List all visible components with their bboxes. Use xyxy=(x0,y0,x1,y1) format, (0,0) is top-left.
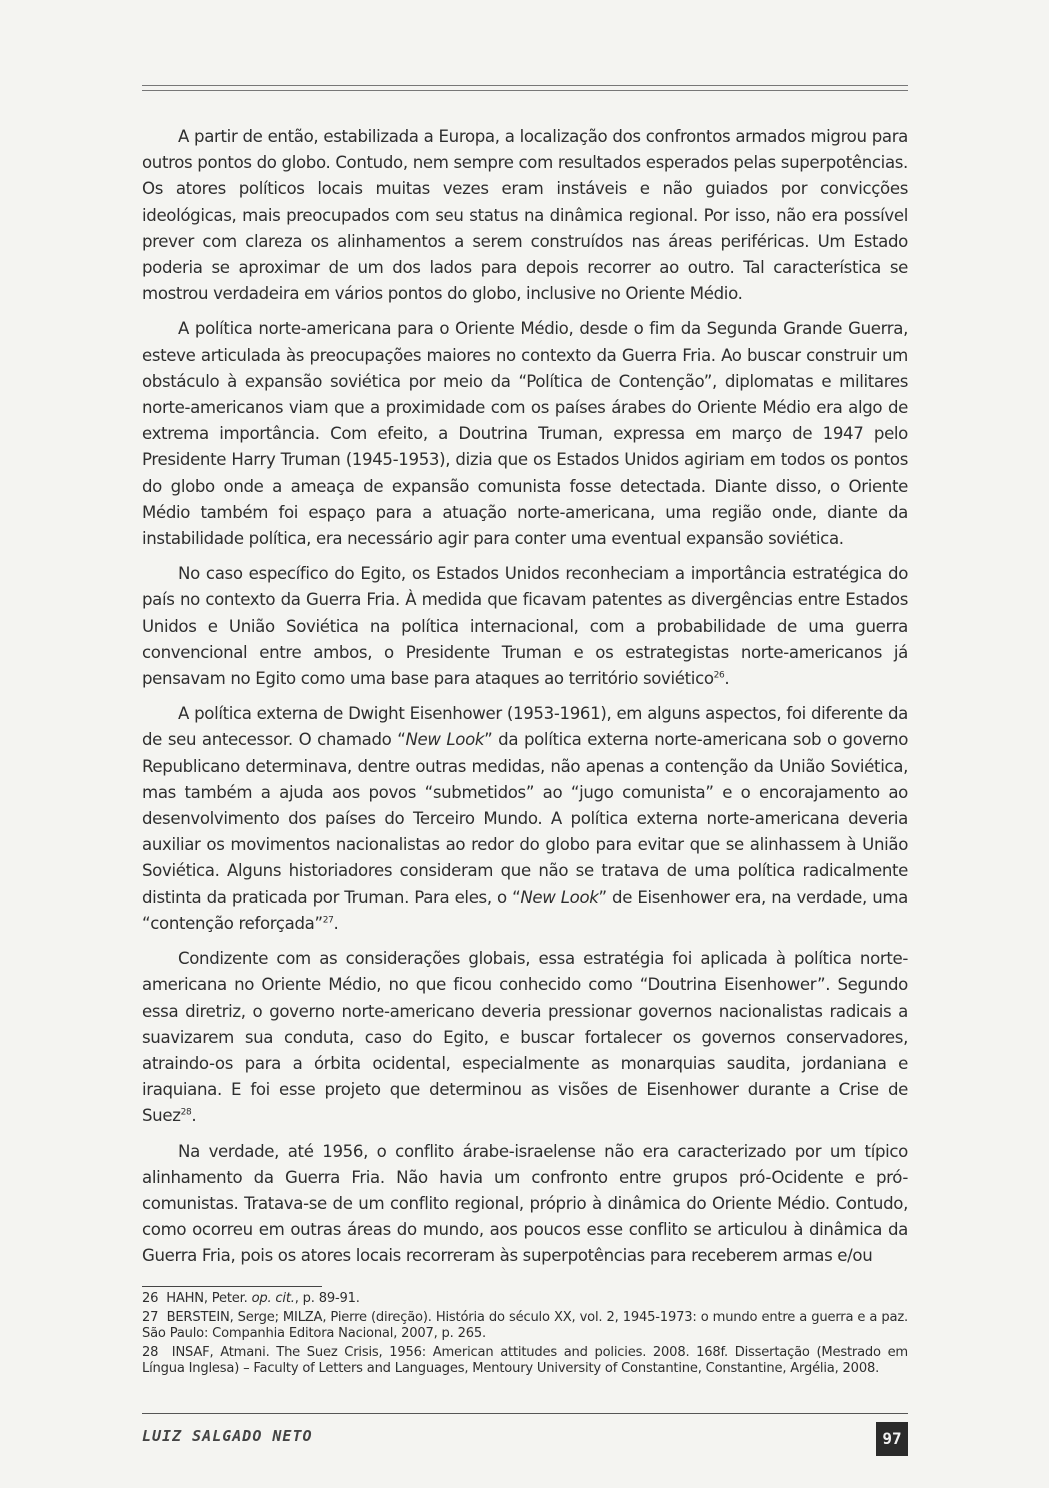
paragraph-5-text: Condizente com as considerações globais, essa estratégia foi aplicada à política norte-americana no Oriente Médio, no que ficou conhecido como “Doutrina Eisenhower”. Segundo essa diretriz, o governo norte-americano deveria pressionar governos nacionalistas radicais a suavizarem sua conduta, caso do Egito, e buscar fortalecer os governos conservadores, atraindo-os para a órbita ocidental, especialmente as monarquias saudita, jordaniana e iraquiana. E foi esse projeto que determinou as visões de Eisenhower durante a Crise de Suez xyxy=(142,949,908,1126)
footnote-ref-27[interactable]: 27 xyxy=(322,915,334,926)
paragraph-1: A partir de então, estabilizada a Europa, a localização dos confrontos armados migrou para outros pontos do globo. Contudo, nem sempre com resultados esperados pelas superpotências. Os atores políticos locais muitas vezes eram instáveis e não guiados por convicções ideológicas, mais preocupados com seu status na dinâmica regional. Por isso, não era possível prever com clareza os alinhamentos a serem construídos nas áreas periféricas. Um Estado poderia se aproximar de um dos lados para depois recorrer ao outro. Tal característica se mostrou verdadeira em vários pontos do globo, inclusive no Oriente Médio. xyxy=(142,127,908,304)
new-look-term: New Look xyxy=(520,887,599,907)
footnote-text: BERSTEIN, Serge; MILZA, Pierre (direção). História do século XX, vol. 2, 1945-1973: o mundo entre a guerra e a paz. São Paulo: Companhia Editora Nacional, 2007, p. 265. xyxy=(142,1310,908,1341)
new-look-term: New Look xyxy=(405,730,485,750)
body-text xyxy=(142,124,908,1279)
paragraph-5-end: . xyxy=(191,1106,197,1126)
paragraph-3 xyxy=(142,561,908,692)
footer-rule xyxy=(142,1413,908,1414)
paragraph-4-part-3: ” de Eisenhower era, na verdade, uma “contenção reforçada” xyxy=(142,887,908,933)
header-double-rule xyxy=(142,85,908,91)
paragraph-4-part-1: A política externa de Dwight Eisenhower (1953-1961), em alguns aspectos, foi diferente da de seu antecessor. O chamado “ xyxy=(142,704,908,750)
paragraph-5 xyxy=(142,946,908,1129)
footnote-italic: op. cit. xyxy=(251,1291,295,1306)
footnote-separator xyxy=(142,1286,322,1287)
footnote-number: 28 xyxy=(142,1345,159,1360)
footer-author: LUIZ SALGADO NETO xyxy=(142,1427,313,1445)
footnote-number: 27 xyxy=(142,1310,159,1325)
footnotes xyxy=(142,1291,908,1380)
paragraph-4-part-2: ” da política externa norte-americana sob o governo Republicano determinava, dentre outras medidas, não apenas a contenção da União Soviética, mas também a ajuda aos povos “submetidos” ao “jugo comunista” e o encorajamento ao desenvolvimento dos países do Terceiro Mundo. A política externa norte-americana deveria auxiliar os movimentos nacionalistas ao redor do globo para evitar que se alinhassem à União Soviética. Alguns historiadores consideram que não se tratava de uma política radicalmente distinta da praticada por Truman. Para eles, o “ xyxy=(142,730,908,907)
paragraph-4-end: . xyxy=(333,913,339,933)
paragraph-4 xyxy=(142,701,908,937)
paragraph-3-text: No caso específico do Egito, os Estados Unidos reconheciam a importância estratégica do país no contexto da Guerra Fria. À medida que ficavam patentes as divergências entre Estados Unidos e União Soviética na política internacional, com a probabilidade de uma guerra convencional entre ambos, o Presidente Truman e os estrategistas norte-americanos já pensavam no Egito como uma base para ataques ao território soviético xyxy=(142,564,908,689)
page-number: 97 xyxy=(876,1422,908,1456)
footnote-text-end: , p. 89-91. xyxy=(294,1291,360,1306)
footnote-number: 26 xyxy=(142,1291,159,1306)
footnote-ref-26[interactable]: 26 xyxy=(713,670,725,681)
footnote-text: HAHN, Peter. xyxy=(166,1291,252,1306)
footnote-ref-28[interactable]: 28 xyxy=(180,1107,192,1118)
footnote-text: INSAF, Atmani. The Suez Crisis, 1956: American attitudes and policies. 2008. 168f. Dissertação (Mestrado em Língua Inglesa) – Faculty of Letters and Languages, Mentoury University of Constantine, Constantine, Argélia, 2008. xyxy=(142,1345,908,1376)
paragraph-2: A política norte-americana para o Oriente Médio, desde o fim da Segunda Grande Guerra, esteve articulada às preocupações maiores no contexto da Guerra Fria. Ao buscar construir um obstáculo à expansão soviética por meio da “Política de Contenção”, diplomatas e militares norte-americanos viam que a proximidade com os países árabes do Oriente Médio era algo de extrema importância. Com efeito, a Doutrina Truman, expressa em março de 1947 pelo Presidente Harry Truman (1945-1953), dizia que os Estados Unidos agiriam em todos os pontos do globo onde a ameaça de expansão comunista fosse detectada. Diante disso, o Oriente Médio também foi espaço para a atuação norte-americana, uma região onde, diante da instabilidade política, era necessário agir para conter uma eventual expansão soviética. xyxy=(142,319,908,549)
paragraph-6: Na verdade, até 1956, o conflito árabe-israelense não era caracterizado por um típico alinhamento da Guerra Fria. Não havia um confronto entre grupos pró-Ocidente e pró-comunistas. Tratava-se de um conflito regional, próprio à dinâmica do Oriente Médio. Contudo, como ocorreu em outras áreas do mundo, aos poucos esse conflito se articulou à dinâmica da Guerra Fria, pois os atores locais recorreram às superpotências para receberem armas e/ou xyxy=(142,1141,908,1266)
footnote-27 xyxy=(142,1310,908,1342)
footnote-28 xyxy=(142,1345,908,1377)
footnote-26 xyxy=(142,1291,908,1307)
paragraph-3-end: . xyxy=(724,669,730,689)
